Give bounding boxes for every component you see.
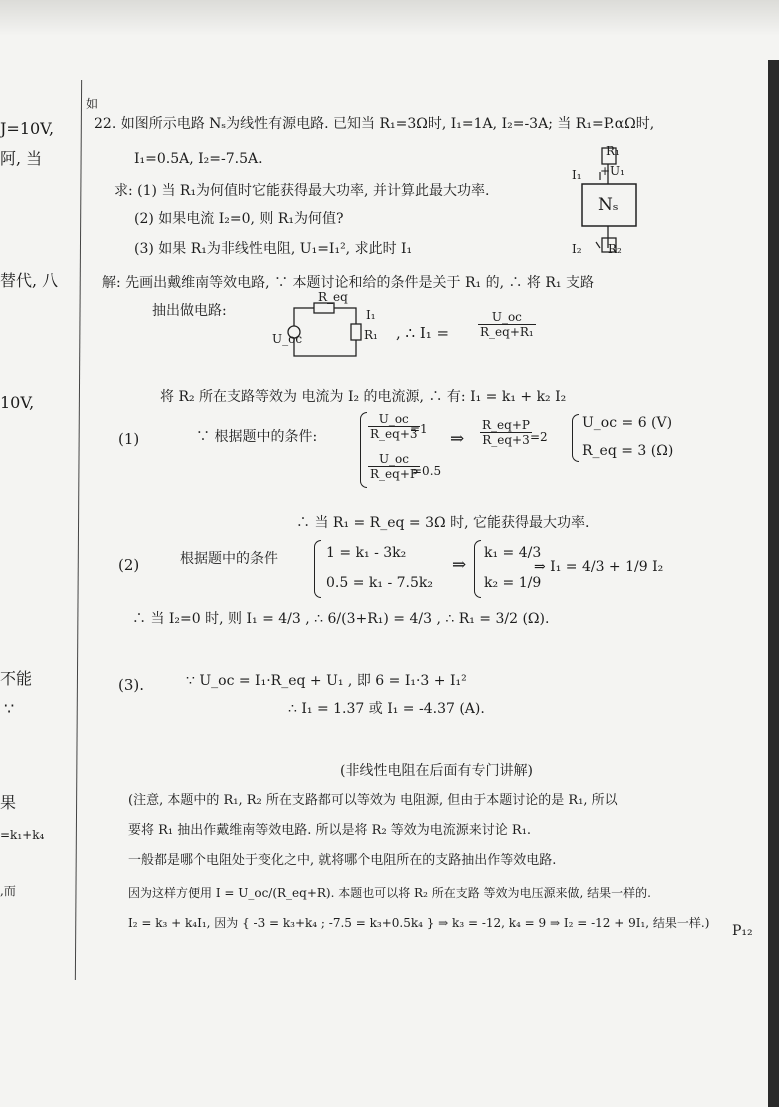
part3-equation: ∵ U_oc = I₁·R_eq + U₁ , 即 6 = I₁·3 + I₁² xyxy=(186,673,467,689)
circuit-u1: +U₁ xyxy=(600,164,625,178)
note-line-5: I₂ = k₃ + k₄I₁, 因为 { -3 = k₃+k₄ ; -7.5 = k₃+0.5k₄ } ⇒ k₃ = -12, k₄ = 9 ⇒ I₂ = -12 + 9I₁, 结果一样.) xyxy=(128,916,710,930)
part3-label: (3). xyxy=(118,676,145,694)
part1-eq1-rhs: =1 xyxy=(410,422,428,436)
part2-result-brace xyxy=(474,540,481,598)
thevenin-numerator: U_oc xyxy=(478,310,536,325)
part1-arrow: ⇒ xyxy=(450,429,465,449)
margin-fragment: =k₁+k₄ xyxy=(0,828,45,842)
thevenin-denominator: R_eq+R₁ xyxy=(480,325,534,339)
note-line-1: (注意, 本题中的 R₁, R₂ 所在支路都可以等效为 电阻源, 但由于本题讨论的是 R₁, 所以 xyxy=(128,793,618,808)
note-line-4: 因为这样方便用 I = U_oc/(R_eq+R). 本题也可以将 R₂ 所在支路 等效为电压源来做, 结果一样的. xyxy=(128,886,651,900)
circuit-i2: I₂ xyxy=(572,242,582,256)
part2-final: ⇒ I₁ = 4/3 + 1/9 I₂ xyxy=(534,559,664,575)
part1-result-uoc: U_oc = 6 (V) xyxy=(582,415,673,431)
part1-eq1-den: R_eq+3 xyxy=(370,427,418,441)
page-number: P₁₂ xyxy=(732,923,753,939)
problem-line-1: 22. 如图所示电路 Nₛ为线性有源电路. 已知当 R₁=3Ω时, I₁=1A, I₂=-3A; 当 R₁=P.αΩ时, xyxy=(94,116,655,132)
note-line-2: 要将 R₁ 抽出作戴维南等效电路. 所以是将 R₂ 等效为电流源来讨论 R₁. xyxy=(128,823,532,838)
solution-intro-2: 抽出做电路: xyxy=(152,303,227,319)
part2-line-2: ∴ 当 I₂=0 时, 则 I₁ = 4/3 , ∴ 6/(3+R₁) = 4/3 , ∴ R₁ = 3/2 (Ω). xyxy=(132,611,550,627)
margin-fragment: 替代, 八 xyxy=(0,271,59,290)
thevenin-r1: R₁ xyxy=(364,328,378,342)
margin-fragment: 10V, xyxy=(0,393,35,412)
question-1: 求: (1) 当 R₁为何值时它能获得最大功率, 并计算此最大功率. xyxy=(114,183,490,199)
part1-eq2-rhs: =0.5 xyxy=(412,464,442,478)
solution-intro-1: 解: 先画出戴维南等效电路, ∵ 本题讨论和给的条件是关于 R₁ 的, ∴ 将 R₁ 支路 xyxy=(102,275,594,291)
part2-result-k2: k₂ = 1/9 xyxy=(484,575,542,591)
thevenin-req: R_eq xyxy=(318,290,348,304)
part3-result: ∴ I₁ = 1.37 或 I₁ = -4.37 (A). xyxy=(288,701,485,717)
problem-line-2: I₁=0.5A, I₂=-7.5A. xyxy=(134,151,263,167)
question-3: (3) 如果 R₁为非线性电阻, U₁=I₁², 求此时 I₁ xyxy=(134,241,413,257)
thevenin-formula-lhs: , ∴ I₁ = xyxy=(396,324,450,342)
part2-left-brace xyxy=(314,540,321,598)
margin-line xyxy=(75,80,82,980)
part2-result-k1: k₁ = 4/3 xyxy=(484,545,542,561)
part1-conclusion: ∴ 当 R₁ = R_eq = 3Ω 时, 它能获得最大功率. xyxy=(296,515,590,531)
part2-label: (2) xyxy=(118,556,140,574)
part1-result-brace xyxy=(572,414,579,462)
part2-text: 根据题中的条件 xyxy=(180,551,278,567)
equivalence-line: 将 R₂ 所在支路等效为 电流为 I₂ 的电流源, ∴ 有: I₁ = k₁ + k₂ I₂ xyxy=(160,389,567,405)
part1-eq2-num: U_oc xyxy=(368,452,420,467)
margin-fragment: ∵ xyxy=(4,699,15,718)
circuit-ns: Nₛ xyxy=(598,195,619,215)
thevenin-uoc: U_oc xyxy=(272,332,303,346)
part1-result-req: R_eq = 3 (Ω) xyxy=(582,443,674,459)
part1-eq1-num: U_oc xyxy=(368,412,420,427)
thevenin-fraction xyxy=(478,310,536,339)
part2-eq2: 0.5 = k₁ - 7.5k₂ xyxy=(326,575,433,591)
page-edge xyxy=(768,60,779,1107)
part1-mid-num: R_eq+P xyxy=(482,418,530,432)
part1-label: (1) xyxy=(118,430,140,448)
part2-eq1: 1 = k₁ - 3k₂ xyxy=(326,545,407,561)
top-mark: 如 xyxy=(86,97,99,111)
part1-text: ∵ 根据题中的条件: xyxy=(196,429,318,445)
margin-fragment: 阿, 当 xyxy=(0,149,43,168)
part1-mid-rhs: =2 xyxy=(530,430,548,444)
part2-arrow: ⇒ xyxy=(452,555,467,575)
note-title: (非线性电阻在后面有专门讲解) xyxy=(340,763,533,779)
part1-left-brace xyxy=(360,412,367,488)
part1-eq2-den: R_eq+P xyxy=(370,467,418,481)
note-line-3: 一般都是哪个电阻处于变化之中, 就将哪个电阻所在的支路抽出作等效电路. xyxy=(128,853,557,868)
margin-fragment: 不能 xyxy=(0,669,33,688)
page-shadow xyxy=(0,0,779,36)
thevenin-i1: I₁ xyxy=(366,308,376,322)
margin-fragment: J=10V, xyxy=(0,119,55,138)
margin-fragment: 果 xyxy=(0,793,17,812)
circuit-r1: R₁ xyxy=(606,144,620,158)
margin-fragment: ,而 xyxy=(0,884,16,898)
circuit-r2: R₂ xyxy=(608,242,622,256)
question-2: (2) 如果电流 I₂=0, 则 R₁为何值? xyxy=(134,211,344,227)
part1-mid-fraction xyxy=(480,418,532,447)
part1-mid-den: R_eq+3 xyxy=(482,433,530,447)
circuit-i1: I₁ xyxy=(572,168,582,182)
